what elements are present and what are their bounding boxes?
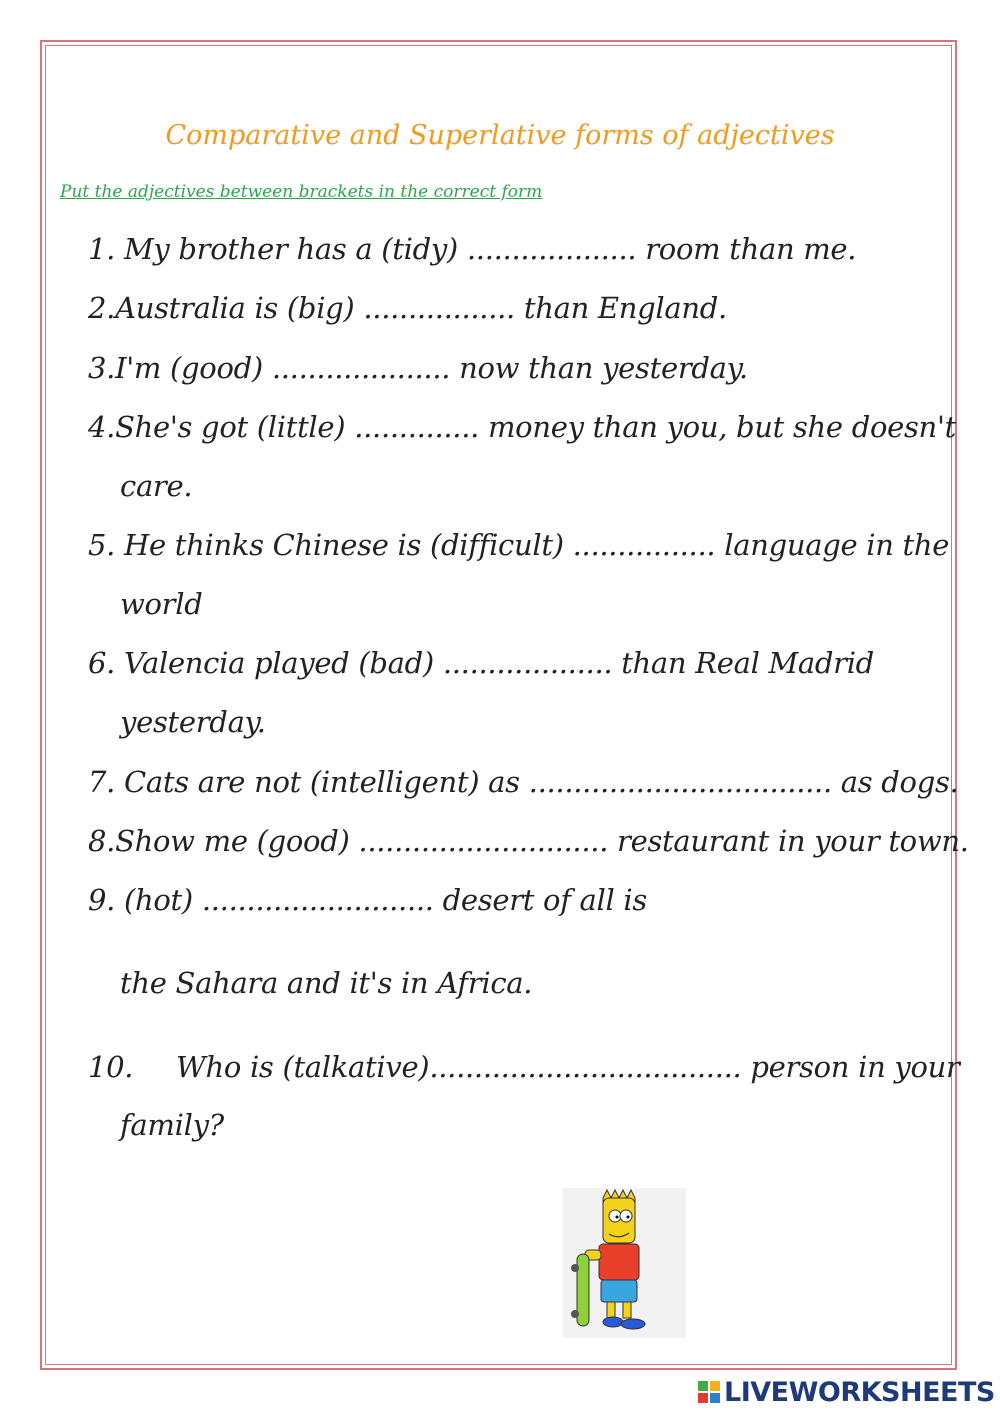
exercise-item-5-continuation: world — [120, 587, 203, 621]
logo-grid-icon — [698, 1381, 720, 1403]
bart-simpson-image — [563, 1188, 686, 1338]
item-number: 1. — [88, 232, 116, 266]
item-text: He thinks Chinese is (difficult) ................ language in the — [124, 528, 950, 562]
item-text: Cats are not (intelligent) as .................................. as dogs. — [124, 765, 959, 799]
exercise-item-3 — [88, 351, 748, 385]
item-number: 3. — [88, 351, 116, 385]
exercise-item-4 — [88, 410, 956, 444]
liveworksheets-logo — [698, 1375, 995, 1409]
item-number: 4. — [88, 410, 116, 444]
item-text: Who is (talkative)................................... person in your — [176, 1050, 960, 1084]
exercise-item-8 — [88, 824, 969, 858]
item-text: She's got (little) .............. money than you, but she doesn't — [115, 410, 956, 444]
exercise-item-10-continuation: family? — [120, 1108, 224, 1142]
item-number: 6. — [88, 646, 116, 680]
item-text: Valencia played (bad) ................... than Real Madrid — [124, 646, 874, 680]
item-text: My brother has a (tidy) ................... room than me. — [124, 232, 857, 266]
item-text: Show me (good) ............................ restaurant in your town. — [115, 824, 969, 858]
item-number: 7. — [88, 765, 116, 799]
bart-simpson-skateboard-icon — [563, 1188, 686, 1338]
brand-name: LIVEWORKSHEETS — [724, 1376, 995, 1408]
item-text: Australia is (big) ................. than England. — [115, 291, 727, 325]
exercise-item-4-continuation: care. — [120, 469, 193, 503]
item-text: (hot) .......................... desert of all is — [124, 883, 647, 917]
item-number: 5. — [88, 528, 116, 562]
item-text: I'm (good) .................... now than yesterday. — [115, 351, 748, 385]
exercise-item-10 — [88, 1050, 960, 1084]
exercise-item-1 — [88, 232, 856, 266]
exercise-item-9-continuation: the Sahara and it's in Africa. — [120, 966, 533, 1000]
item-number: 8. — [88, 824, 116, 858]
exercise-item-6-continuation: yesterday. — [120, 705, 266, 739]
item-number: 9. — [88, 883, 116, 917]
item-number: 2. — [88, 291, 116, 325]
exercise-item-6 — [88, 646, 874, 680]
instruction-text: Put the adjectives between brackets in the correct form — [60, 182, 543, 202]
exercise-item-2 — [88, 291, 727, 325]
item-number: 10. — [88, 1050, 134, 1084]
exercise-item-7 — [88, 765, 958, 799]
exercise-item-9 — [88, 883, 647, 917]
worksheet-title: Comparative and Superlative forms of adjectives — [165, 120, 835, 151]
exercise-item-5 — [88, 528, 949, 562]
